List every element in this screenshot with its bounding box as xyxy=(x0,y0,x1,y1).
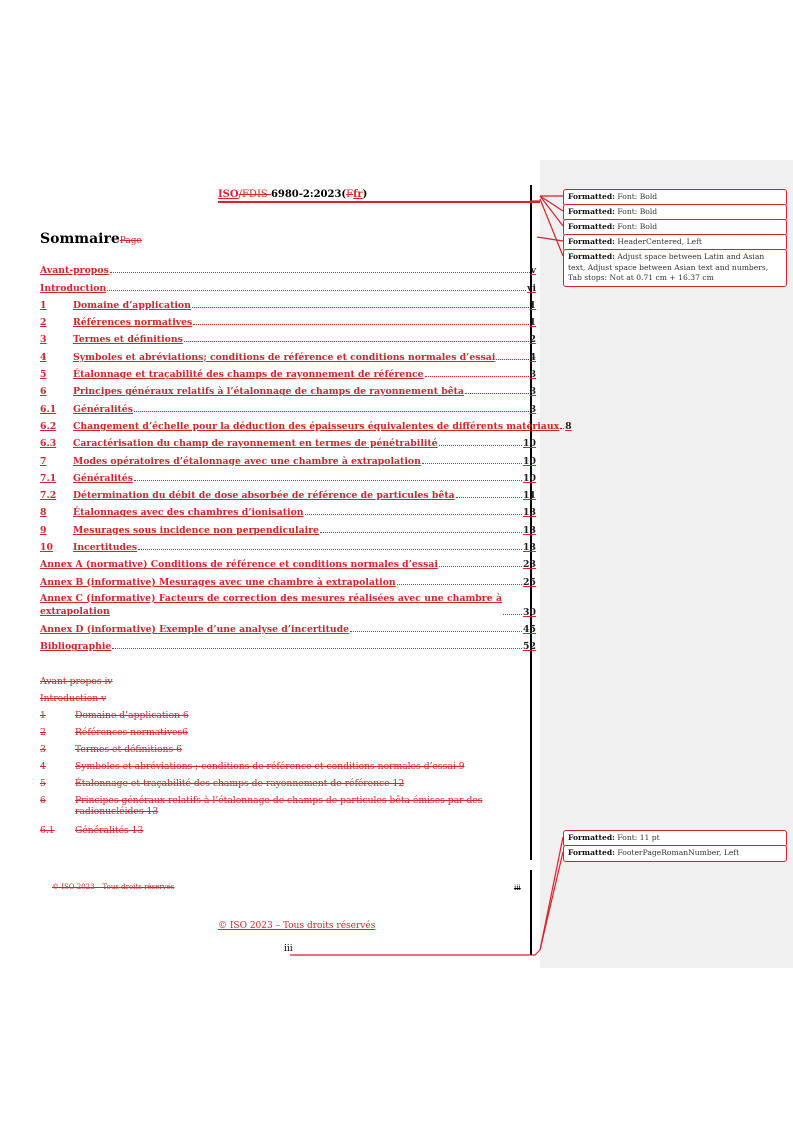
balloon-label: Formatted: xyxy=(568,833,615,842)
toc-entry[interactable] xyxy=(40,294,536,311)
toc-page: 23 xyxy=(523,559,536,571)
balloon-text: Adjust space between Latin and Asian text, Adjust space between Asian text and numbers, Tab stops: Not at 0.71 cm + 16.37 cm xyxy=(568,252,769,282)
toc-entry[interactable] xyxy=(40,259,536,276)
deleted-toc-entry xyxy=(40,744,540,761)
toc-page: v xyxy=(530,265,536,277)
toc-entry[interactable] xyxy=(40,484,536,501)
toc-number: 5 xyxy=(40,369,47,381)
toc-title[interactable]: Termes et définitions xyxy=(73,334,183,346)
balloon-text: Font: Bold xyxy=(617,207,658,216)
toc-number: 6.1 xyxy=(40,825,55,836)
toc-page: 52 xyxy=(523,641,536,653)
toc-page: 8 xyxy=(529,369,536,381)
deleted-toc-entry xyxy=(40,825,540,842)
leader-dots xyxy=(184,341,529,342)
deleted-footer-copyright: © ISO 2023 – Tous droits réservés xyxy=(52,883,175,891)
leader-dots xyxy=(107,290,526,291)
balloon-label: Formatted: xyxy=(568,848,615,857)
toc-title: Généralités 13 xyxy=(75,825,144,836)
toc-title: Étalonnage et traçabilité des champs de rayonnement de référence 12 xyxy=(75,778,405,789)
toc-page: vi xyxy=(527,282,536,294)
toc-title[interactable]: Généralités xyxy=(73,472,133,484)
table-of-contents xyxy=(40,259,572,653)
leader-dots xyxy=(350,631,522,632)
toc-entry[interactable] xyxy=(40,553,536,570)
balloon-text: HeaderCentered, Left xyxy=(617,237,702,246)
toc-entry[interactable] xyxy=(40,501,536,518)
toc-page: 10 xyxy=(523,438,536,450)
toc-title[interactable]: Détermination du débit de dose absorbée de référence de particules bêta xyxy=(73,490,455,502)
toc-number: 6 xyxy=(40,386,47,398)
toc-number: 7 xyxy=(40,455,47,467)
toc-entry[interactable] xyxy=(40,588,536,618)
deleted-toc-entry xyxy=(40,693,540,710)
toc-title[interactable]: Avant-propos xyxy=(40,265,109,277)
toc-title[interactable]: Modes opératoires d’étalonnage avec une chambre à extrapolation xyxy=(73,455,421,467)
leader-dots xyxy=(425,376,529,377)
toc-number: 7.1 xyxy=(40,472,57,484)
toc-number: 6 xyxy=(40,795,46,806)
balloon-label: Formatted: xyxy=(568,192,615,201)
deleted-toc-entry xyxy=(40,710,540,727)
toc-title[interactable]: Domaine d’application xyxy=(73,299,191,311)
toc-title: Termes et définitions 6 xyxy=(75,744,182,755)
toc-page: 1 xyxy=(529,317,536,329)
toc-entry[interactable] xyxy=(40,397,536,414)
toc-number: 3 xyxy=(40,334,47,346)
leader-dots xyxy=(134,411,529,412)
deleted-toc-entry xyxy=(40,795,540,825)
balloon-text: Font: Bold xyxy=(617,222,658,231)
toc-number: 4 xyxy=(40,761,46,772)
toc-title[interactable]: Annex A (normative) Conditions de référence et conditions normales d’essai xyxy=(40,559,438,571)
toc-number: 1 xyxy=(40,299,47,311)
leader-dots xyxy=(305,514,522,515)
toc-title[interactable]: Annex C (informative) Facteurs de correction des mesures réalisées avec une chambre à extrapolation xyxy=(40,592,502,617)
toc-entry[interactable] xyxy=(40,380,536,397)
toc-number: 2 xyxy=(40,317,47,329)
toc-title: Symboles et abréviations ; conditions de référence et conditions normales d’essai 9 xyxy=(75,761,465,772)
toc-title[interactable]: Étalonnages avec des chambres d’ionisation xyxy=(73,507,304,519)
toc-page: 10 xyxy=(523,472,536,484)
toc-title: Références normatives6 xyxy=(75,727,189,738)
formatting-comment-balloon[interactable] xyxy=(563,845,787,862)
deleted-toc-entry xyxy=(40,727,540,744)
deleted-toc-entry xyxy=(40,778,540,795)
toc-entry[interactable] xyxy=(40,536,536,553)
toc-title[interactable]: Bibliographie xyxy=(40,641,112,653)
toc-title[interactable]: Généralités xyxy=(73,403,133,415)
toc-entry[interactable] xyxy=(40,432,536,449)
toc-title[interactable]: Principes généraux relatifs à l’étalonnage de champs de rayonnement bêta xyxy=(73,386,464,398)
toc-number: 6.2 xyxy=(40,420,57,432)
toc-title[interactable]: Mesurages sous incidence non perpendiculaire xyxy=(73,524,319,536)
toc-title: Introduction v xyxy=(40,693,107,704)
toc-entry[interactable] xyxy=(40,363,536,380)
toc-page: 4 xyxy=(529,351,536,363)
toc-title[interactable]: Symboles et abréviations; conditions de référence et conditions normales d’essai xyxy=(73,351,496,363)
toc-page: 8 xyxy=(565,420,572,432)
toc-page: 8 xyxy=(529,386,536,398)
leader-dots xyxy=(138,549,522,550)
toc-page: 1 xyxy=(529,299,536,311)
running-header: ISO/FDIS 6980-2:2023(Ffr) xyxy=(218,189,368,200)
toc-title[interactable]: Changement d’échelle pour la déduction des épaisseurs équivalentes de différents matériaux xyxy=(73,420,560,432)
toc-page: 13 xyxy=(523,524,536,536)
toc-title[interactable]: Annex B (informative) Mesurages avec une chambre à extrapolation xyxy=(40,576,396,588)
toc-number: 10 xyxy=(40,542,53,554)
toc-title[interactable]: Introduction xyxy=(40,282,107,294)
toc-entry[interactable] xyxy=(40,449,536,466)
leader-dots xyxy=(439,445,522,446)
leader-dots xyxy=(465,393,529,394)
leader-dots xyxy=(193,324,528,325)
toc-page: 8 xyxy=(529,403,536,415)
balloon-label: Formatted: xyxy=(568,222,615,231)
toc-page: 45 xyxy=(523,623,536,635)
leader-dots xyxy=(422,463,522,464)
deleted-toc-entry xyxy=(40,676,540,693)
deleted-toc-entry xyxy=(40,761,540,778)
leader-dots xyxy=(112,648,522,649)
page-title: SommairePage xyxy=(40,231,142,247)
toc-page: 2 xyxy=(529,334,536,346)
balloon-label: Formatted: xyxy=(568,252,615,261)
toc-number: 6.1 xyxy=(40,403,57,415)
toc-entry[interactable] xyxy=(40,311,536,328)
toc-number: 8 xyxy=(40,507,47,519)
footer-page-number: iii xyxy=(284,944,293,954)
toc-number: 5 xyxy=(40,778,46,789)
toc-page: 25 xyxy=(523,576,536,588)
toc-entry[interactable] xyxy=(40,618,536,635)
balloon-text: FooterPageRomanNumber, Left xyxy=(617,848,740,857)
leader-dots xyxy=(496,359,528,360)
toc-entry[interactable] xyxy=(40,635,536,652)
toc-title[interactable]: Étalonnage et traçabilité des champs de rayonnement de référence xyxy=(73,369,424,381)
leader-dots xyxy=(110,272,530,273)
toc-entry[interactable] xyxy=(40,518,536,535)
toc-entry[interactable] xyxy=(40,467,536,484)
leader-dots xyxy=(456,497,522,498)
toc-number: 3 xyxy=(40,744,46,755)
leader-dots xyxy=(320,532,522,533)
toc-page: 10 xyxy=(523,455,536,467)
leader-dots xyxy=(503,614,522,615)
toc-title: Domaine d’application 6 xyxy=(75,710,189,721)
toc-title[interactable]: Caractérisation du champ de rayonnement en termes de pénétrabilité xyxy=(73,438,438,450)
toc-title: Avant-propos iv xyxy=(40,676,113,687)
leader-dots xyxy=(560,428,564,429)
toc-title[interactable]: Incertitudes xyxy=(73,542,138,554)
toc-entry[interactable] xyxy=(40,276,536,293)
toc-number: 7.2 xyxy=(40,490,57,502)
leader-dots xyxy=(439,566,522,567)
deleted-table-of-contents xyxy=(40,676,540,842)
leader-dots xyxy=(397,584,522,585)
toc-entry[interactable] xyxy=(40,345,536,362)
deleted-footer-page: iii xyxy=(514,884,521,892)
header-underline xyxy=(218,201,540,203)
balloon-label: Formatted: xyxy=(568,207,615,216)
toc-page: 11 xyxy=(523,490,536,502)
leader-dots xyxy=(192,307,529,308)
toc-title[interactable]: Annex D (informative) Exemple d’une analyse d’incertitude xyxy=(40,623,350,635)
toc-page: 30 xyxy=(523,606,536,618)
toc-number: 2 xyxy=(40,727,46,738)
balloon-label: Formatted: xyxy=(568,237,615,246)
toc-title[interactable]: Références normatives xyxy=(73,317,193,329)
toc-page: 13 xyxy=(523,507,536,519)
balloon-text: Font: Bold xyxy=(617,192,658,201)
formatting-comment-balloon[interactable] xyxy=(563,249,787,287)
toc-entry[interactable] xyxy=(40,570,536,587)
toc-entry[interactable] xyxy=(40,328,536,345)
toc-entry[interactable] xyxy=(40,415,572,432)
toc-page: 13 xyxy=(523,542,536,554)
toc-number: 4 xyxy=(40,351,47,363)
toc-number: 1 xyxy=(40,710,46,721)
footer-copyright: © ISO 2023 – Tous droits réservés xyxy=(218,921,376,931)
leader-dots xyxy=(134,480,522,481)
toc-number: 9 xyxy=(40,524,47,536)
toc-title: Principes généraux relatifs à l’étalonnage de champs de particules bêta émises par des radionucléides 13 xyxy=(75,795,483,817)
balloon-text: Font: 11 pt xyxy=(617,833,660,842)
toc-number: 6.3 xyxy=(40,438,57,450)
